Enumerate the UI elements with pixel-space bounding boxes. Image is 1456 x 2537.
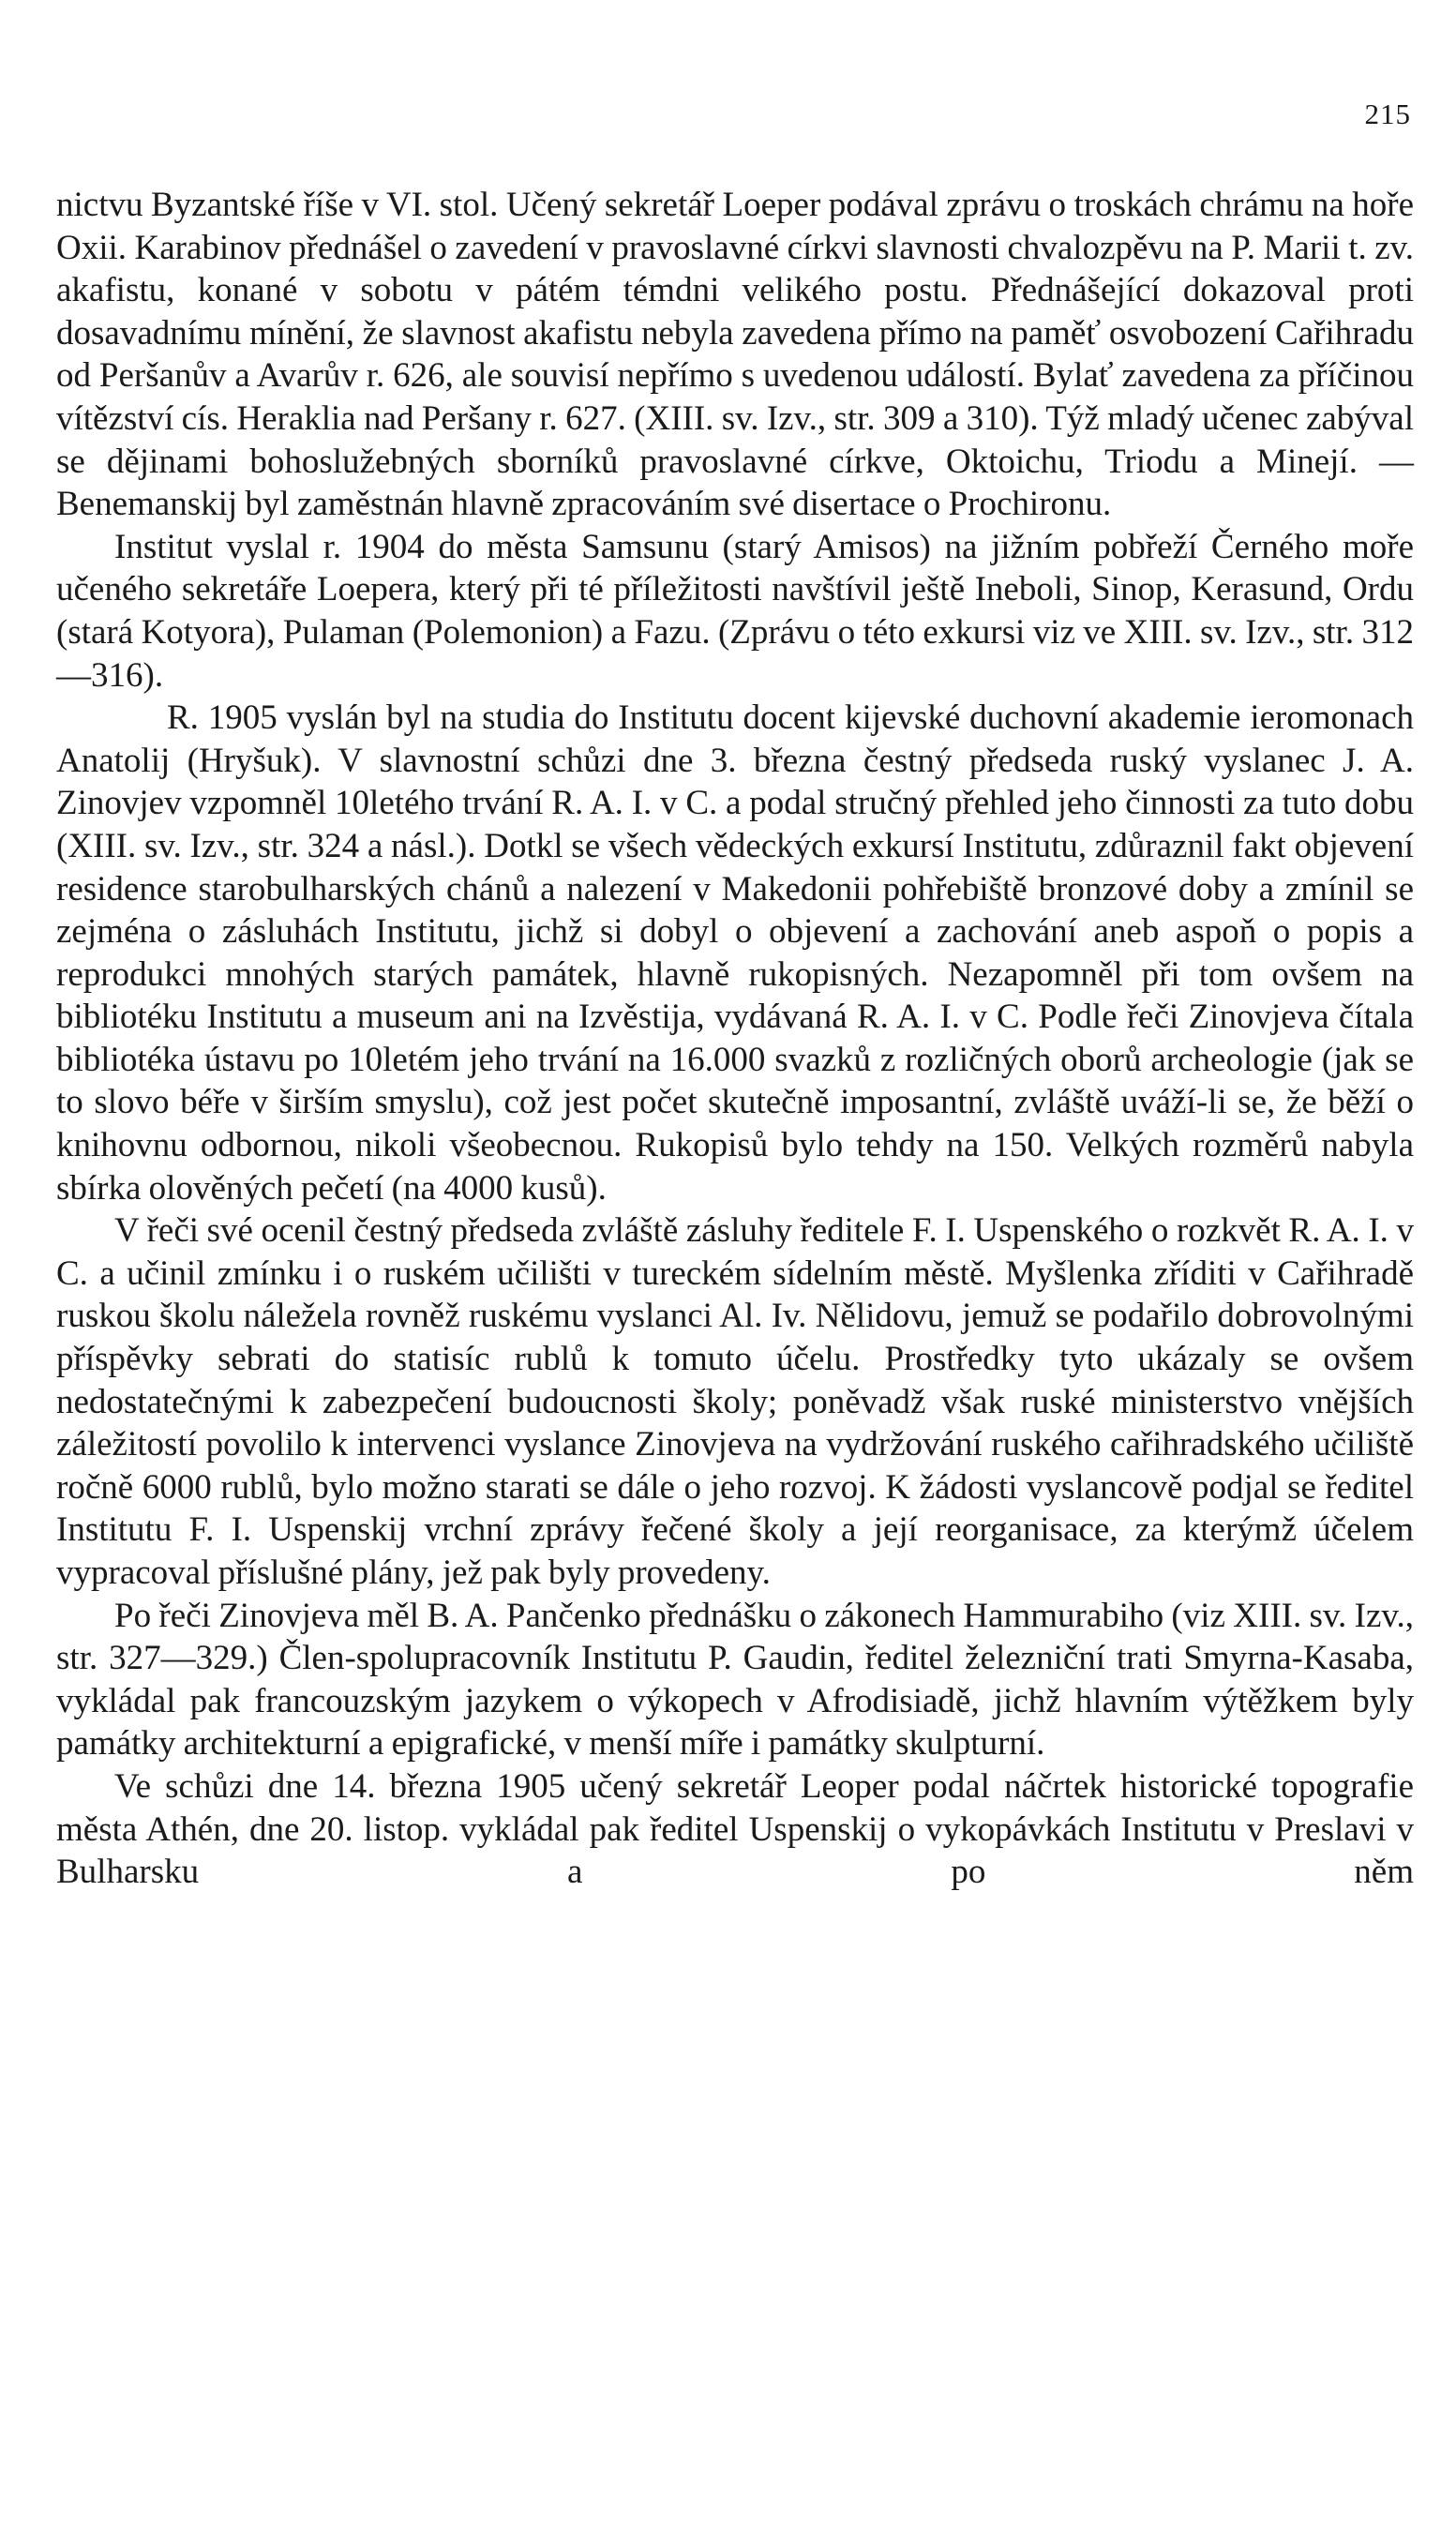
paragraph-1: nictvu Byzantské říše v VI. stol. Učený sekretář Loeper podával zprávu o troskách chrámu na hoře Oxii. Karabinov přednášel o zavedení v pravoslavné církvi slavnosti chvalozpěvu na P. Marii t. zv. akafistu, konané v sobotu v pátém témdni velikého postu. Přednášející dokazoval proti dosavadnímu mínění, že slavnost akafistu nebyla zavedena přímo na paměť osvobození Cařihradu od Peršanův a Avarův r. 626, ale souvisí nepřímo s uvedenou událostí. Bylať zavedena za příčinou vítězství cís. Heraklia nad Peršany r. 627. (XIII. sv. Izv., str. 309 a 310). Týž mladý učenec zabýval se dějinami bohoslužebných sborníků pravoslavné církve, Oktoichu, Triodu a Minejí. — Benemanskij byl zaměstnán hlavně zpracováním své disertace o Prochironu.: [56, 186, 1414, 524]
paragraph-4: V řeči své ocenil čestný předseda zvláště zásluhy ředitele F. I. Uspenského o rozkvět R. A. I. v C. a učinil zmínku i o ruském učilišti v tureckém sídelním městě. Myšlenka zříditi v Cařihradě ruskou školu náležela rovněž ruskému vyslanci Al. Iv. Nělidovu, jemuž se podařilo dobrovolnými příspěvky sebrati do statisíc rublů k tomuto účelu. Prostředky tyto ukázaly se ovšem nedostatečnými k zabezpečení budoucnosti školy; poněvadž však ruské ministerstvo vnějších záležitostí povolilo k intervenci vyslance Zinovjeva na vydržování ruského cařihradského učiliště ročně 6000 rublů, bylo možno starati se dále o jeho rozvoj. K žádosti vyslancově podjal se ředitel Institutu F. I. Uspenskij vrchní zprávy řečené školy a její reorganisace, za kterýmž účelem vypracoval příslušné plány, jež pak byly provedeny.: [56, 1211, 1414, 1592]
body-text: [56, 184, 1414, 1894]
paragraph-6: Ve schůzi dne 14. března 1905 učený sekretář Leoper podal náčrtek historické topografie města Athén, dne 20. listop. vykládal pak ředitel Uspenskij o vykopávkách Institutu v Preslavi v Bulharsku a po něm: [56, 1766, 1414, 1892]
paragraph-3: R. 1905 vyslán byl na studia do Institutu docent kijevské duchovní akademie ieromonach Anatolij (Hryšuk). V slavnostní schůzi dne 3. března čestný předseda ruský vyslanec J. A. Zinovjev vzpomněl 10letého trvání R. A. I. v C. a podal stručný přehled jeho činnosti za tuto dobu (XIII. sv. Izv., str. 324 a násl.). Dotkl se všech vědeckých exkursí Institutu, zdůraznil fakt objevení residence starobulharských chánů a nalezení v Makedonii pohřebiště bronzové doby a zmínil se zejména o zásluhách Institutu, jichž si dobyl o objevení a zachování aneb aspoň o popis a reprodukci mnohých starých památek, hlavně rukopisných. Nezapomněl při tom ovšem na bibliotéku Institutu a museum ani na Izvěstija, vydávaná R. A. I. v C. Podle řeči Zinovjeva čítala bibliotéka ústavu po 10letém jeho trvání na 16.000 svazků z rozličných oborů archeologie (jak se to slovo béře v širším smyslu), což jest počet skutečně imposantní, zvláště uváží-li se, že běží o knihovnu odbornou, nikoli všeobecnou. Rukopisů bylo tehdy na 150. Velkých rozměrů nabyla sbírka olověných pečetí (na 4000 kusů).: [56, 698, 1414, 1208]
page-number: 215: [1364, 98, 1411, 130]
paragraph-2: Institut vyslal r. 1904 do města Samsunu (starý Amisos) na jižním pobřeží Černého moře učeného sekretáře Loepera, který při té příležitosti navštívil ještě Ineboli, Sinop, Kerasund, Ordu (stará Kotyora), Pulaman (Polemonion) a Fazu. (Zprávu o této exkursi viz ve XIII. sv. Izv., str. 312—316).: [56, 527, 1414, 695]
paragraph-5: Po řeči Zinovjeva měl B. A. Pančenko přednášku o zákonech Hammurabiho (viz XIII. sv. Izv., str. 327—329.) Člen-spolupracovník Institutu P. Gaudin, ředitel železniční trati Smyrna-Kasaba, vykládal pak francouzským jazykem o výkopech v Afrodisiadě, jichž hlavním výtěžkem byly památky architekturní a epigrafické, v menší míře i památky skulpturní.: [56, 1596, 1414, 1764]
